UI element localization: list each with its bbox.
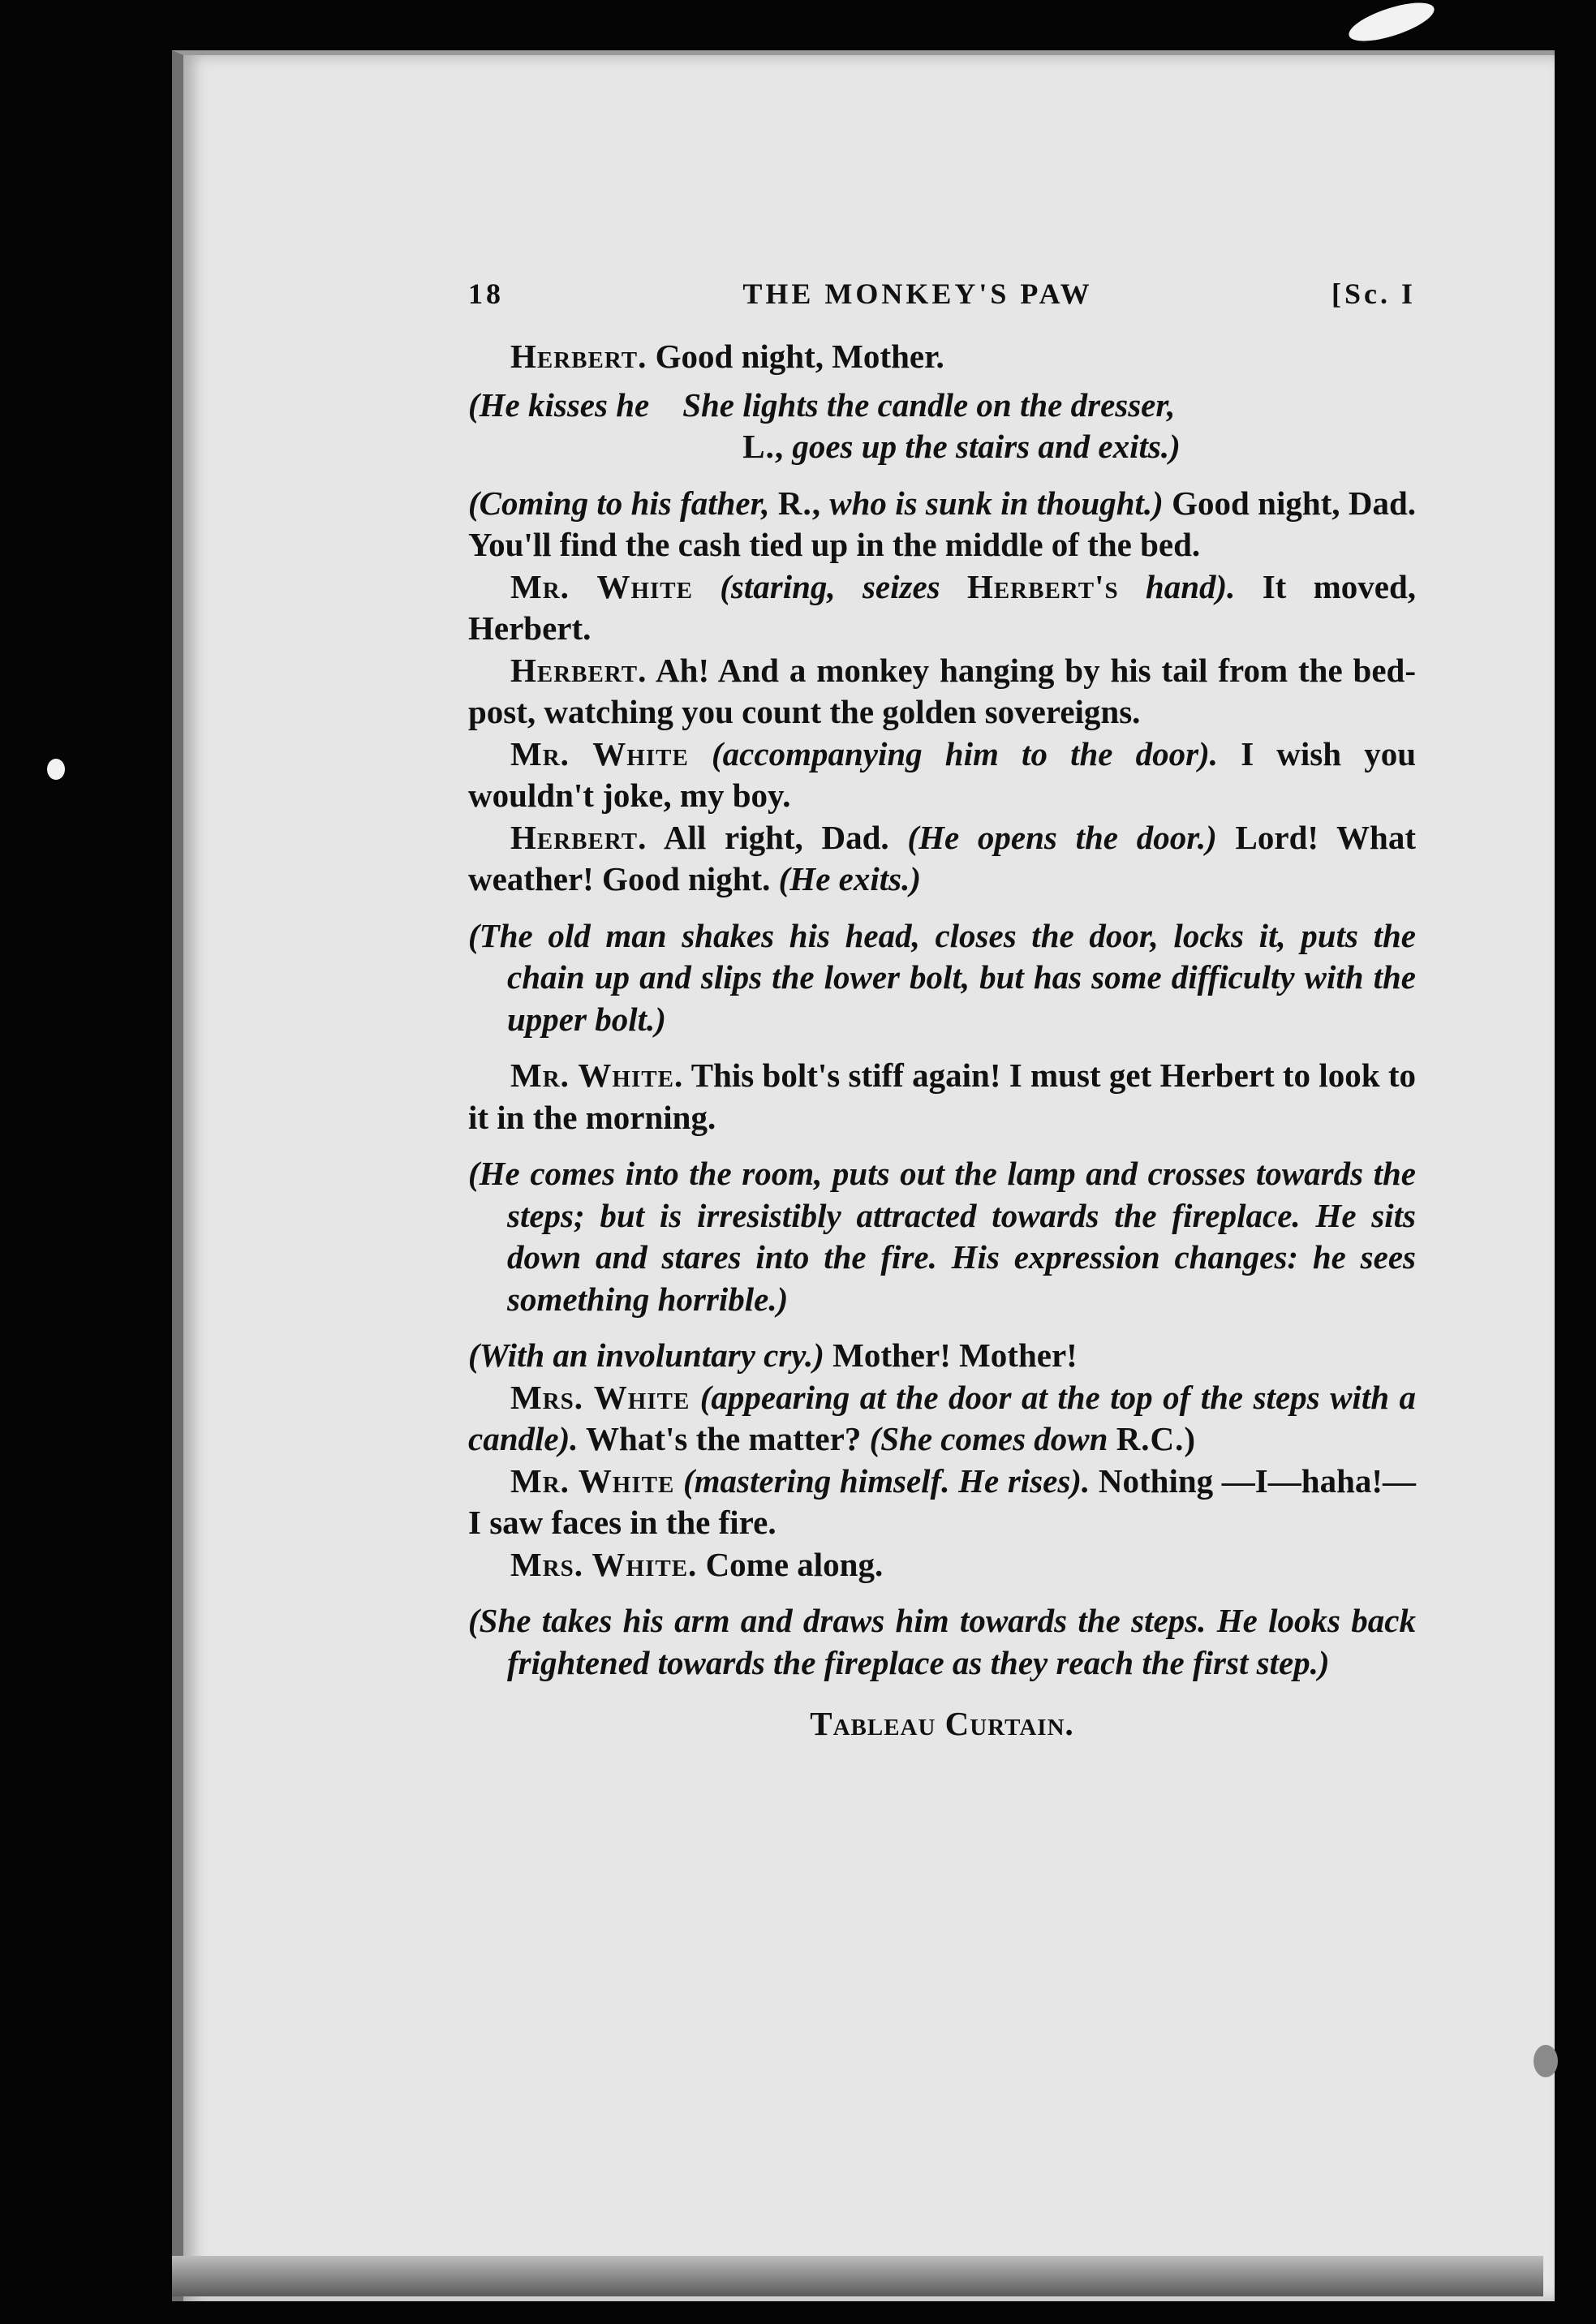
direction-text: (He kisses he [468, 385, 650, 424]
direction-text: (accompanying him to the door). [712, 734, 1219, 773]
speaker: Mr. White. [510, 1057, 684, 1094]
direction-text: (appearing at the door at the top of the steps with a candle). [468, 1378, 1416, 1457]
paper-speck [47, 759, 65, 780]
speech-mr-white-4 [468, 1335, 1416, 1377]
direction-text: (He opens the door.) [907, 818, 1217, 856]
stage-direction-3: (The old man shakes his head, closes the door, locks it, puts the chain up and slips the lower bolt, but has some difficulty with the upper bolt.) [468, 916, 1416, 1038]
speech-text: Come along. [705, 1545, 884, 1583]
direction-text: who is sunk in thought.) [829, 484, 1164, 522]
speech-text: It moved, Herbert. [468, 567, 1417, 647]
page-text [468, 268, 1416, 1745]
speech-text: All right, Dad. [663, 818, 889, 856]
paper-speck [1534, 2045, 1558, 2077]
page-edge [172, 2256, 1543, 2296]
paper-speck [1344, 0, 1438, 49]
speaker: Herbert. [510, 338, 647, 375]
speech-text: This bolt's stiff again! I must get Herbert to look to it in the morning. [468, 1057, 1416, 1136]
speech-text: I wish you wouldn't joke, my boy. [468, 734, 1417, 814]
direction-text: (She comes down [869, 1420, 1108, 1457]
running-title: THE MONKEY'S PAW [742, 278, 1093, 310]
speech-text: Ah! And a monkey hanging by his tail from the bed-post, watching you count the golden sovereigns. [468, 651, 1416, 730]
direction-text: (With an involuntary cry.) [468, 1336, 824, 1374]
stage-left-mark: L., [742, 428, 785, 465]
speaker: Mrs. White [510, 1378, 690, 1416]
speech-mr-white-3 [468, 1055, 1416, 1138]
direction-line [507, 426, 1416, 468]
stage-position-mark: R.C. [1116, 1420, 1185, 1457]
speech-mrs-white-1 [468, 1377, 1416, 1461]
speaker: Herbert. [510, 818, 647, 856]
stage-right-mark: R., [777, 484, 821, 522]
direction-text: (mastering himself. He rises). [683, 1461, 1091, 1500]
speech-herbert-2 [468, 650, 1416, 734]
direction-text: hand). [1145, 567, 1236, 605]
stage-direction-4: (He comes into the room, puts out the lamp and crosses towards the steps; but is irresistibly attracted towards the fireplace. He sits down and stares into the fire. His expression changes: he sees something horrible.) [468, 1155, 1416, 1318]
speech-mr-white-1 [468, 566, 1416, 650]
speech-mrs-white-2 [468, 1544, 1416, 1586]
speaker: Mr. White [510, 567, 693, 605]
speaker: Herbert. [510, 651, 647, 689]
speech-herbert-1 [468, 336, 1416, 378]
direction-text: (He exits.) [778, 860, 921, 897]
speaker: Mr. White [510, 734, 689, 773]
speech-mr-white-2 [468, 734, 1416, 817]
speaker: Mr. White [510, 1461, 675, 1500]
running-head [468, 268, 1416, 320]
direction-text: (staring, seizes [720, 567, 940, 605]
speech-text: What's the matter? [586, 1420, 862, 1457]
stage-direction-5: (She takes his arm and draws him towards the steps. He looks back frightened towards the fireplace as they reach the first step.) [468, 1602, 1416, 1681]
scene-marker: [Sc. I [1331, 278, 1416, 310]
stage-direction-2 [468, 483, 1416, 566]
speaker: Mrs. White. [510, 1545, 698, 1583]
tableau-curtain: Tableau Curtain. [810, 1705, 1074, 1742]
direction-text: She lights the candle on the dresser, [682, 385, 1176, 424]
speech-text: Nothing —I—haha!—I saw faces in the fire. [468, 1461, 1417, 1541]
speech-text: Good night, Dad. You'll find the cash tied up in the middle of the bed. [468, 484, 1417, 563]
speech-herbert-3 [468, 817, 1416, 901]
direction-text: (Coming to his father, [468, 484, 770, 522]
closing-paren: ) [1184, 1420, 1196, 1457]
speech-text: Mother! Mother! [832, 1336, 1078, 1374]
direction-text: goes up the stairs and exits.) [792, 428, 1181, 465]
page-number: 18 [468, 278, 504, 310]
speech-text: Good night, Mother. [655, 338, 944, 375]
character-name: Herbert's [966, 567, 1119, 605]
speech-mr-white-5 [468, 1461, 1416, 1544]
speech-text: Lord! What weather! Good night. [468, 818, 1416, 897]
stage-direction-1 [468, 385, 1416, 468]
